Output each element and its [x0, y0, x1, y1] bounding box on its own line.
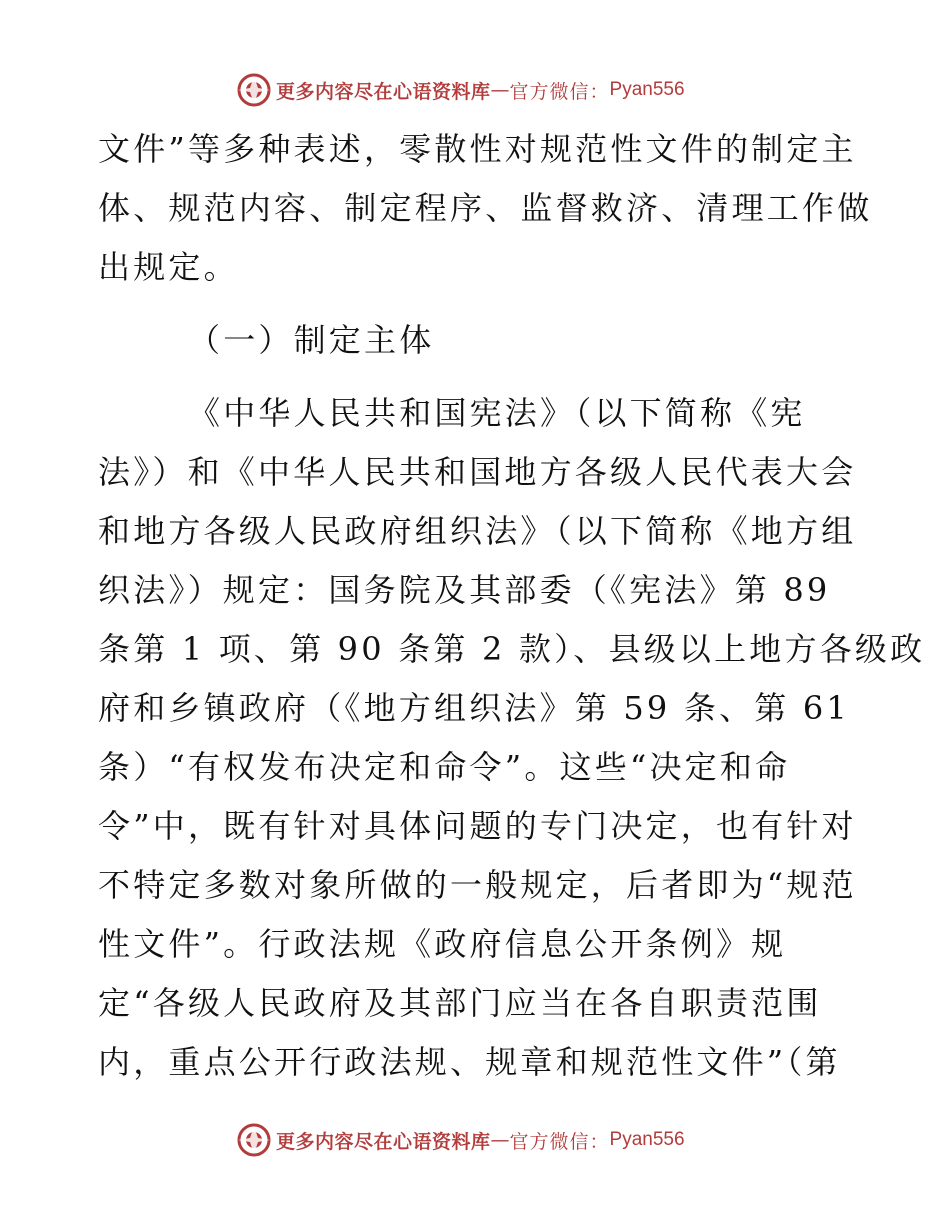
watermark-brand: 更多内容尽在心语资料库: [276, 1130, 491, 1153]
text-line: 性文件”。行政法规《政府信息公开条例》规: [98, 925, 787, 963]
text-line: 条）“有权发布决定和命令”。这些“决定和命: [98, 748, 791, 786]
watermark-dash: —: [490, 1129, 510, 1151]
section-heading: （一）制定主体: [188, 321, 435, 359]
text-line: 内，重点公开行政法规、规章和规范性文件”（第: [98, 1043, 841, 1081]
text-line: 法》）和《中华人民共和国地方各级人民代表大会: [98, 453, 857, 491]
text-line: 文件”等多种表述，零散性对规范性文件的制定主: [98, 130, 857, 168]
text-line: 体、规范内容、制定程序、监督救济、清理工作做: [98, 189, 873, 227]
text-line: 出规定。: [98, 248, 239, 286]
watermark-header: [236, 70, 756, 110]
document-body: [98, 120, 926, 1092]
logo-icon: [236, 72, 272, 108]
watermark-id: Pyan556: [609, 79, 685, 100]
text-line: 《中华人民共和国宪法》（以下简称《宪: [188, 394, 806, 432]
text-line: 府和乡镇政府（《地方组织法》第 59 条、第 61: [98, 689, 850, 727]
watermark-footer: [236, 1120, 756, 1160]
logo-icon: [236, 1122, 272, 1158]
text-line: 定“各级人民政府及其部门应当在各自职责范围: [98, 984, 822, 1022]
text-line: 令”中，既有针对具体问题的专门决定，也有针对: [98, 807, 857, 845]
text-line: 不特定多数对象所做的一般规定，后者即为“规范: [98, 866, 857, 904]
text-line: 和地方各级人民政府组织法》（以下简称《地方组: [98, 512, 857, 550]
text-line: 条第 1 项、第 90 条第 2 款）、县级以上地方各级政: [98, 630, 926, 668]
watermark-dash: —: [490, 79, 510, 101]
text-line: 织法》）规定：国务院及其部委（《宪法》第 89: [98, 571, 831, 609]
watermark-brand: 更多内容尽在心语资料库: [276, 80, 491, 103]
watermark-official: 官方微信：: [509, 80, 610, 103]
watermark-official: 官方微信：: [509, 1130, 610, 1153]
watermark-id: Pyan556: [609, 1129, 685, 1150]
